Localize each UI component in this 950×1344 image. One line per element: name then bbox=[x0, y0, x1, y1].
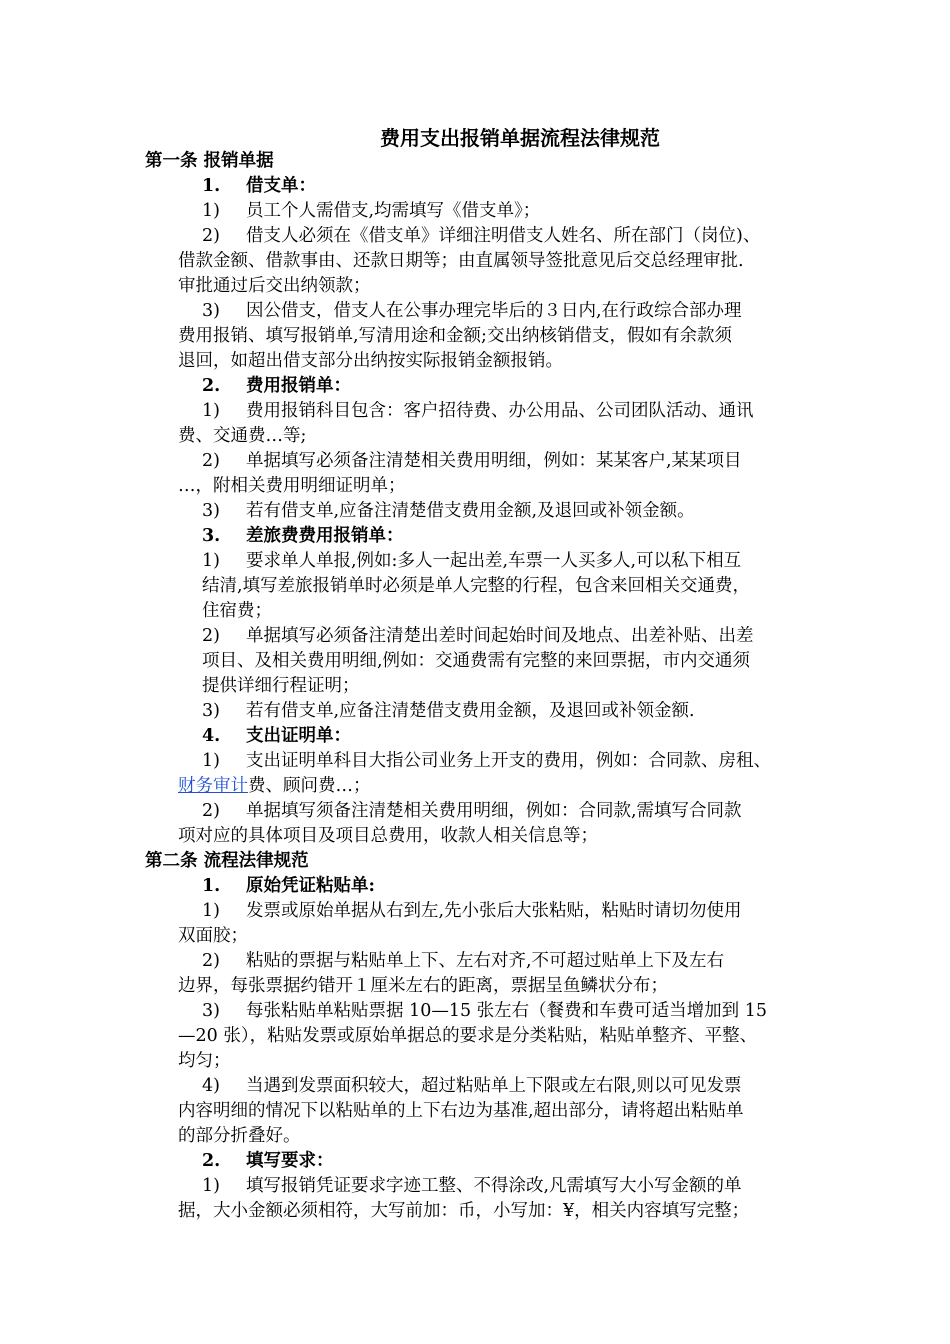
list-item: 2) 单据填写必须备注清楚出差时间起始时间及地点、出差补贴、出差 bbox=[202, 626, 754, 646]
list-item-continuation: 均匀； bbox=[178, 1051, 231, 1071]
list-item-continuation: 双面胶； bbox=[178, 926, 248, 946]
list-item: 2) 借支人必须在《借支单》详细注明借支人姓名、所在部门（岗位)、 bbox=[202, 226, 761, 246]
list-item-continuation: —20 张），粘贴发票或原始单据总的要求是分类粘贴，粘贴单整齐、平整、 bbox=[178, 1026, 758, 1046]
subsection-heading: 2. 填写要求： bbox=[202, 1151, 334, 1171]
list-item: 1) 填写报销凭证要求字迹工整、不得涂改,凡需填写大小写金额的单 bbox=[202, 1176, 742, 1196]
audit-link[interactable]: 财务审计 bbox=[178, 776, 248, 796]
document-title: 费用支出报销单据流程法律规范 bbox=[380, 126, 660, 150]
list-item-continuation: 边界，每张票据约错开１厘米左右的距离，票据呈鱼鳞状分布； bbox=[178, 976, 668, 996]
subsection-heading bbox=[202, 174, 316, 199]
list-item-continuation: 项对应的具体项目及项目总费用，收款人相关信息等； bbox=[178, 826, 598, 846]
list-item-continuation: 费、交通费…等; bbox=[178, 426, 307, 446]
section-heading: 第二条 流程法律规范 bbox=[145, 851, 309, 871]
list-item-continuation: 审批通过后交出纳领款； bbox=[178, 276, 371, 296]
list-item-continuation: 项目、及相关费用明细,例如：交通费需有完整的来回票据，市内交通须 bbox=[202, 651, 751, 671]
list-item: 3) 若有借支单,应备注清楚借支费用金额,及退回或补领金额。 bbox=[202, 501, 695, 521]
list-item-continuation: 费用报销、填写报销单,写清用途和金额;交出纳核销借支，假如有余款须 bbox=[178, 326, 732, 346]
list-item: 3) 若有借支单,应备注清楚借支费用金额，及退回或补领金额. bbox=[202, 701, 695, 721]
list-item: 1) 发票或原始单据从右到左,先小张后大张粘贴，粘贴时请切勿使用 bbox=[202, 901, 742, 921]
list-item-continuation: 据，大小金额必须相符，大写前加：币，小写加：¥，相关内容填写完整； bbox=[178, 1201, 750, 1221]
list-item-continuation: 退回，如超出借支部分出纳按实际报销金额报销。 bbox=[178, 351, 563, 371]
subsection-heading: 2. 费用报销单： bbox=[202, 376, 351, 396]
subsection-heading: 4. 支出证明单： bbox=[202, 726, 351, 746]
list-item: 3) 因公借支，借支人在公事办理完毕后的３日内,在行政综合部办理 bbox=[202, 301, 742, 321]
list-item-continuation: 的部分折叠好。 bbox=[178, 1126, 301, 1146]
list-item: 2) 单据填写须备注清楚相关费用明细，例如：合同款,需填写合同款 bbox=[202, 801, 742, 821]
subsection-label: 借支单： bbox=[246, 176, 316, 196]
subsection-number: 1. bbox=[202, 176, 221, 196]
list-item: 1) 支出证明单科目大指公司业务上开支的费用，例如：合同款、房租、 bbox=[202, 751, 771, 771]
subsection-heading: 3. 差旅费费用报销单： bbox=[202, 526, 404, 546]
list-item: 1) 费用报销科目包含：客户招待费、办公用品、公司团队活动、通讯 bbox=[202, 401, 754, 421]
list-item: 3) 每张粘贴单粘贴票据 10—15 张左右（餐费和车费可适当增加到 15 bbox=[202, 1001, 767, 1021]
list-item: 2) 单据填写必须备注清楚相关费用明细，例如：某某客户,某某项目 bbox=[202, 451, 742, 471]
list-item: 4) 当遇到发票面积较大，超过粘贴单上下限或左右限,则以可见发票 bbox=[202, 1076, 742, 1096]
list-item-continuation: 财务审计费、顾问费…； bbox=[178, 776, 371, 796]
list-item: 2) 粘贴的票据与粘贴单上下、左右对齐,不可超过贴单上下及左右 bbox=[202, 951, 725, 971]
list-item-continuation: …，附相关费用明细证明单； bbox=[178, 476, 406, 496]
section-heading: 第一条 报销单据 bbox=[145, 151, 274, 171]
list-item-continuation: 提供详细行程证明； bbox=[202, 676, 360, 696]
list-item-continuation: 内容明细的情况下以粘贴单的上下右边为基准,超出部分，请将超出粘贴单 bbox=[178, 1101, 744, 1121]
list-item: 1) 员工个人需借支,均需填写《借支单》； bbox=[202, 201, 541, 221]
list-item: 1) 要求单人单报,例如:多人一起出差,车票一人买多人,可以私下相互 bbox=[202, 551, 742, 571]
list-item-continuation: 借款金额、借款事由、还款日期等；由直属领导签批意见后交总经理审批. bbox=[178, 251, 744, 271]
list-item-continuation: 结清,填写差旅报销单时必须是单人完整的行程，包含来回相关交通费， bbox=[202, 576, 751, 596]
subsection-heading: 1. 原始凭证粘贴单: bbox=[202, 876, 375, 896]
list-item-continuation: 住宿费； bbox=[202, 601, 272, 621]
